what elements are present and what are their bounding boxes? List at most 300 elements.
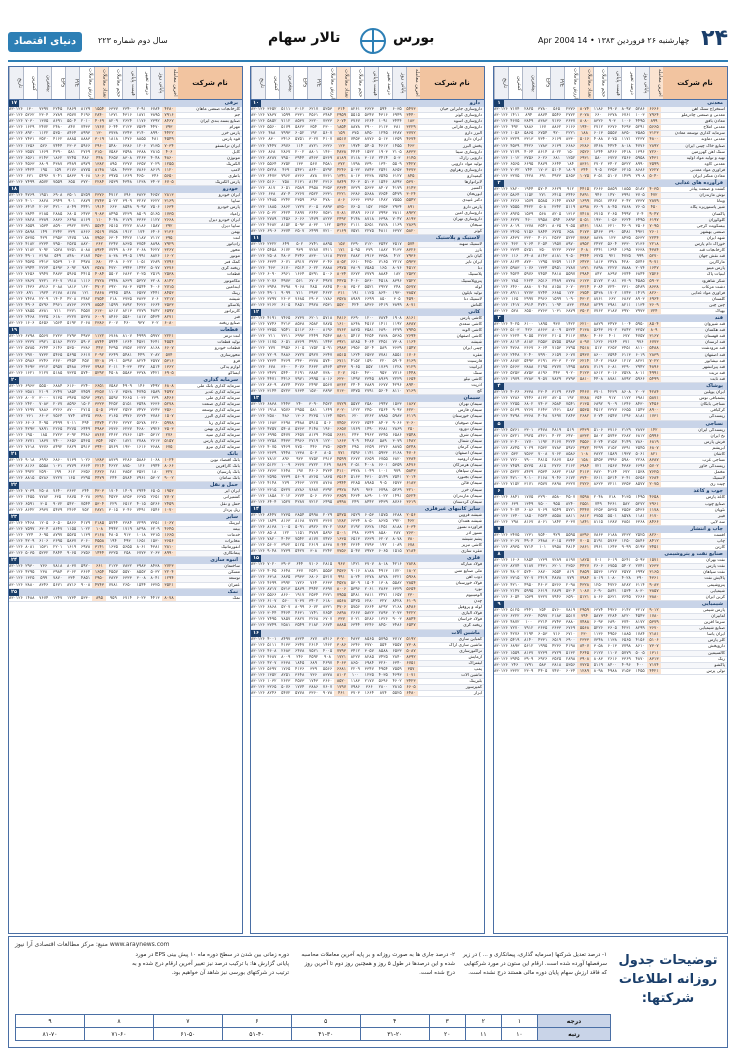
cell-value: ۸۳۰۱۲۶ xyxy=(8,551,23,557)
cell-value: ۶۳۷۲ xyxy=(392,228,402,234)
company-name: لبنیات پاک xyxy=(706,272,725,278)
cell-value: ۲۲۶۳ xyxy=(136,155,146,161)
cell-value: ۸۳۰۱۲۶ xyxy=(493,532,508,538)
cell-value: ۱۶۵۴ xyxy=(404,377,418,382)
cell-value: ۱۸۱۳ xyxy=(66,284,77,290)
cell-value: ۸۳۰۱۲۶ xyxy=(493,638,508,644)
cell-value: ۲۷۴۱ xyxy=(635,564,645,570)
cell-value: ۸۳۰۱۲۶ xyxy=(8,358,23,364)
cell-value: ۴۰۶۹ xyxy=(92,119,106,124)
website-link[interactable]: www.araynews.com xyxy=(109,941,170,948)
column-header: P/E xyxy=(307,67,321,99)
cell-value: ۱۲۲۸ xyxy=(392,364,402,370)
cell-value: ۴۶۳۲ xyxy=(308,364,319,370)
sector-title: سرمایه گذاری xyxy=(203,376,238,383)
cell-value: ۴۶۲۲ xyxy=(322,290,333,296)
cell-value: ۸۹۲۰ xyxy=(25,131,35,137)
cell-value: ۸۴۵۳ xyxy=(162,291,176,296)
cell-value: ۱۸۸ xyxy=(82,235,89,241)
company-name: فرآوری مواد معدنی xyxy=(690,167,725,173)
cell-value: ۲۹۰۰ xyxy=(364,125,374,131)
cell-value: ۶۲۷۶ xyxy=(378,444,388,450)
cell-value: ۴۹۲۲ xyxy=(25,470,35,476)
cell-value: ۴۵۰۷ xyxy=(565,495,576,501)
cell-value: ۶۹۶۳ xyxy=(25,383,35,389)
company-name: دشت مرغاب xyxy=(701,284,725,290)
cell-value: ۱۰۶۷ xyxy=(162,521,176,526)
cell-value: ۱۵۳۹ xyxy=(524,211,534,217)
cell-value: ۶۷۶۸ xyxy=(108,334,118,340)
cell-value: ۱۵۷۰ xyxy=(308,389,319,395)
cell-value: ۱۳۶۴ xyxy=(122,340,132,346)
cell-value: ۱۱۴ xyxy=(296,143,304,149)
cell-value: ۸۲۵۱ xyxy=(281,673,291,679)
cell-value: ۴۰۸ xyxy=(577,248,591,253)
cell-value: ۷۳۶ xyxy=(310,673,318,679)
cell-value: ۸۳۰۱۲۶ xyxy=(8,489,23,495)
column-header: کمترین xyxy=(265,67,279,99)
cell-value: ۳۳۷۸ xyxy=(136,370,146,376)
cell-value: ۷۰۳۷ xyxy=(295,599,305,605)
cell-value: ۷۳۵۱ xyxy=(66,248,77,254)
cell-value: ۴۶۳ xyxy=(404,144,418,149)
cell-value: ۸۳۰۱۲۶ xyxy=(493,370,508,376)
cell-value: ۸۳۰۱۲۶ xyxy=(250,444,265,450)
company-name: بیسکویت گرجی xyxy=(696,223,725,229)
cell-value: ۸۳۰۱۲۶ xyxy=(250,216,265,222)
cell-value: ۳۳۹ xyxy=(68,229,76,235)
cell-value: ۶۴۷۰ xyxy=(565,433,576,439)
company-name: شیمیایی xyxy=(710,588,725,594)
cell-value: ۲۵۳۴ xyxy=(308,592,319,598)
cell-value: ۷۴۲۱ xyxy=(150,370,160,376)
cell-value: ۸۳۰۱۲۶ xyxy=(250,673,265,679)
cell-value: ۳۳۲۳ xyxy=(92,402,106,407)
cell-value: ۷۰۹۵ xyxy=(647,224,661,229)
cell-value: ۱۳۳۸ xyxy=(295,450,305,456)
cell-value: ۴۰۷۴ xyxy=(510,507,520,513)
cell-value: ۵۰۱۶ xyxy=(577,137,591,142)
sector-header xyxy=(9,451,242,458)
cell-value: ۳۳۵۵ xyxy=(267,328,277,334)
cell-value: ۷۴۷۶ xyxy=(322,537,333,543)
cell-value: ۷۷۷۹ xyxy=(364,272,374,278)
cell-value: ۵۰۳۲ xyxy=(350,167,360,173)
cell-value: ۵۱۰۶ xyxy=(647,638,661,643)
cell-value: ۴۰۸۴ xyxy=(92,272,106,277)
cell-value: ۴۶۰۹ xyxy=(621,223,631,229)
column-header: قیمت پایانی xyxy=(607,67,621,99)
cell-value: ۵۹۸۳ xyxy=(565,340,576,346)
cell-value: ۵۹۶۶ xyxy=(635,376,645,382)
cell-value: ۲۲۶۸ xyxy=(635,457,645,463)
cell-value: ۵۱۱۱ xyxy=(281,107,291,112)
cell-value: ۸۳۰۱۲۶ xyxy=(493,626,508,632)
company-name: لاستیک xyxy=(712,476,725,482)
cell-value: ۶۱۲۷ xyxy=(593,650,603,656)
cell-value: ۷۷۱ xyxy=(334,451,348,456)
cell-value: ۱۵۹۹ xyxy=(551,296,562,302)
cell-value: ۶۵۳۳ xyxy=(392,648,402,654)
cell-value: ۳۶۱۹ xyxy=(404,500,418,505)
cell-value: ۸۸۸۵ xyxy=(334,623,348,628)
company-name: شیشه xyxy=(228,296,240,302)
cell-value: ۲۹۸ xyxy=(351,531,359,537)
cell-value: ۸۳۰۱۲۶ xyxy=(250,328,265,334)
cell-value: ۴۰۶۳ xyxy=(334,661,348,666)
page-number: ۲۴ xyxy=(701,26,728,51)
cell-value: ۲۷۱ xyxy=(539,193,547,199)
cell-value: ۸۳۰۱۲۶ xyxy=(250,161,265,167)
cell-value: ۵۱۸۶ xyxy=(53,340,63,346)
cell-value: ۵۴۵۳ xyxy=(593,457,603,463)
sector-index: ۵ xyxy=(494,421,504,428)
cell-value: ۷۹۲۹ xyxy=(162,242,176,247)
cell-value: ۶۲۱۰ xyxy=(577,322,591,327)
cell-value: ۱۶۵۴ xyxy=(92,570,106,575)
cell-value: ۲۸۶۷ xyxy=(281,149,291,155)
cell-value: ۲۴۱۹ xyxy=(538,576,548,582)
cell-value: ۲۹۸ xyxy=(511,519,519,525)
cell-value: ۷۵۳۹ xyxy=(53,260,63,266)
cell-value: ۷۶۰۵ xyxy=(350,204,360,210)
cell-value: ۶۷۰۲ xyxy=(607,328,617,334)
cell-value: ۳۶۷۰ xyxy=(53,358,63,364)
cell-value: ۸۳۸۱ xyxy=(39,309,49,314)
company-name: ابوریحان xyxy=(466,192,482,198)
cell-value: ۷۲۶۰ xyxy=(647,150,661,155)
cell-value: ۸۳۰۱۲۶ xyxy=(8,340,23,346)
cell-value: ۸۳۰۱۲۶ xyxy=(493,570,508,576)
cell-value: ۴۲۹۶ xyxy=(392,383,402,389)
cell-value: ۸۳۰۱۲۶ xyxy=(493,414,508,420)
cell-value: ۵۷۶۹ xyxy=(108,444,118,450)
cell-value: ۴۶۲ xyxy=(404,519,418,524)
cell-value: ۲۰۶۸ xyxy=(80,321,91,327)
cell-value: ۳۰۶۲ xyxy=(66,570,77,576)
cell-value: ۶۳۷۴ xyxy=(281,228,291,234)
cell-value: ۳۶۲۲ xyxy=(150,199,160,205)
cell-value: ۲۹۵ xyxy=(351,444,359,450)
cell-value: ۳۲۱۷ xyxy=(635,607,645,613)
cell-value: ۶۷۵۴ xyxy=(577,291,591,296)
cell-value: ۱۸۱۸ xyxy=(108,137,118,143)
cell-value: ۳۳۸۶ xyxy=(80,346,91,352)
cell-value: ۲۸۴۰ xyxy=(92,113,106,118)
cell-value: ۱۱۴۱ xyxy=(364,450,374,456)
cell-value: ۳۸۹۹ xyxy=(392,302,402,308)
cell-value: ۱۵۷۹ xyxy=(524,199,534,205)
cell-value: ۸۴۱۶ xyxy=(322,636,333,642)
cell-value: ۸۹۹۰ xyxy=(150,131,160,137)
cell-value: ۴۵۹۰ xyxy=(404,297,418,302)
cell-value: ۳۲۸۳ xyxy=(524,376,534,382)
cell-value: ۶۷۵۲ xyxy=(281,161,291,167)
cell-value: ۵۱۷ xyxy=(594,346,602,352)
cell-value: ۳۷۳۴ xyxy=(510,248,520,254)
cell-value: ۶۱۰۹ xyxy=(404,599,418,604)
cell-value: ۳۷۵۴ xyxy=(136,241,146,247)
cell-value: ۳۹۸۱ xyxy=(607,302,617,308)
company-name: معادن بافق xyxy=(704,119,725,125)
cell-value: ۴۹۲۷ xyxy=(322,278,333,284)
cell-value: ۱۲۰۵ xyxy=(39,520,49,526)
cell-value: ۷۶۵۹ xyxy=(364,457,374,463)
cell-value: ۶۰۴۴ xyxy=(108,125,118,131)
sector-title: سایر xyxy=(226,513,238,520)
cell-value: ۷۸۸۶ xyxy=(39,408,49,414)
cell-value: ۷۴۲۵ xyxy=(378,654,388,660)
cell-value: ۸۲۷۱ xyxy=(162,315,176,320)
cell-value: ۱۲۲۲ xyxy=(350,408,360,414)
cell-value: ۶۳۷۴ xyxy=(593,607,603,613)
cell-value: ۷۹۷۳ xyxy=(635,309,645,314)
cell-value: ۲۵۹۵ xyxy=(267,475,277,481)
company-name: پارس خودرو xyxy=(217,205,240,211)
cell-value: ۷۹۱۲ xyxy=(524,626,534,632)
cell-value: ۱۹۹۵ xyxy=(538,644,548,650)
cell-value: ۷۹۶۴ xyxy=(647,113,661,118)
cell-value: ۵۱۷۹ xyxy=(281,125,291,131)
cell-value: ۶۳۲۵ xyxy=(150,582,160,588)
cell-value: ۱۰۸۹ xyxy=(392,543,402,549)
cell-value: ۶۷۹۸ xyxy=(378,487,388,493)
cell-value: ۶۹۷۵ xyxy=(334,266,348,271)
company-name: سیمان ارومیه xyxy=(457,457,482,463)
cell-value: ۳۴۸۸ xyxy=(295,420,305,426)
company-name: شیشه قزوین xyxy=(458,512,482,518)
cell-value: ۳۵۴ xyxy=(310,125,318,131)
column-header: P/E xyxy=(550,67,564,99)
cell-value: ۱۵۸ xyxy=(109,167,117,173)
cell-value: ۱۷۶۷ xyxy=(92,125,106,130)
cell-value: ۴۶۹۳ xyxy=(621,125,631,131)
cell-value: ۴۱۵۶ xyxy=(635,638,645,644)
cell-value: ۱۷۸۱ xyxy=(593,223,603,229)
cell-value: ۷۶۱۱ xyxy=(593,476,603,482)
cell-value: ۷۹۸۷ xyxy=(92,365,106,370)
cell-value: ۶۰۱۳ xyxy=(593,131,603,137)
cell-value: ۱۲۸۲ xyxy=(334,525,348,530)
cell-value: ۲۷۹ xyxy=(282,481,290,487)
cell-value: ۸۰۳۲ xyxy=(308,222,319,228)
cell-value: ۴۱۹۱ xyxy=(267,316,277,321)
cell-value: ۴۲۳۶ xyxy=(551,644,562,650)
company-name: بارز xyxy=(475,248,482,254)
cell-value: ۳۱۴۱ xyxy=(92,545,106,550)
company-name: قطعات xyxy=(226,272,240,278)
cell-value: ۹۰۷۸ xyxy=(322,691,333,697)
footer-note-1: ۱- درصد تعدیل شرکتها (سرمایه گذاری، پیمانکاری و ... ) در زیر سرفصلها آورده شده است. ارقام این ستون در مورد شرکتهایی که فاقد ارزش سهام پایان دوره مالی هستند درج نشده است. xyxy=(462,952,607,976)
cell-value: ۸۱۸۲ xyxy=(524,340,534,346)
company-name: کاشی پارس xyxy=(460,316,482,321)
cell-value: ۱۵۰۲ xyxy=(80,402,91,408)
company-name: رادیاتور xyxy=(226,241,240,247)
cell-value: ۲۰۰۳ xyxy=(635,390,645,396)
cell-value: ۳۷۱۷ xyxy=(392,636,402,642)
cell-value: ۳۷۳۵ xyxy=(122,296,132,302)
cell-value: ۸۳۰۱۲۶ xyxy=(493,193,508,199)
cell-value: ۲۷۲۳ xyxy=(162,564,176,569)
cell-value: ۴۰۹۶ xyxy=(621,662,631,668)
column-header: تاریخ xyxy=(251,67,265,99)
cell-value: ۶۴۶۳ xyxy=(295,481,305,487)
cell-value: ۱۹۴۴ xyxy=(524,187,534,193)
cell-value: ۳۹۲۸ xyxy=(350,469,360,475)
cell-value: ۲۱۹۱ xyxy=(295,370,305,376)
table-cell: ۸۱-۷۰ xyxy=(16,1028,85,1041)
cell-value: ۳۹۶۱ xyxy=(647,502,661,507)
cell-value: ۵۳۷۵ xyxy=(25,235,35,241)
cell-value: ۲۹۲۷ xyxy=(378,284,388,290)
cell-value: ۶۹۱ xyxy=(539,174,547,180)
cell-value: ۱۹۱۴ xyxy=(92,205,106,210)
company-name: بهپاک xyxy=(715,309,725,314)
table-cell: ۷ xyxy=(153,1015,222,1028)
cell-value: ۵۰۵۱ xyxy=(577,218,591,223)
company-name: معدنی و صنعتی چادرملو xyxy=(681,113,725,119)
cell-value: ۶۵۵۴ xyxy=(551,570,562,576)
company-name: پخش البرز xyxy=(462,143,482,149)
cell-value: ۹۰۵ xyxy=(594,167,602,173)
cell-value: ۷۸۵۵ xyxy=(25,309,35,314)
cell-value: ۵۲۴۸ xyxy=(404,445,418,450)
cell-value: ۸۱۱۴ xyxy=(510,340,520,346)
cell-value: ۳۵۰۲ xyxy=(350,284,360,290)
cell-value: ۵۴۷۵ xyxy=(334,513,348,518)
table-cell: ۶۱-۵۰ xyxy=(153,1028,222,1041)
cell-value: ۱۶۹۹ xyxy=(577,199,591,204)
cell-value: ۳۳۶۹ xyxy=(621,656,631,662)
cell-value: ۲۷۳۵ xyxy=(281,512,291,518)
cell-value: ۱۰۰۶ xyxy=(621,119,631,125)
cell-value: ۳۹۴۵ xyxy=(108,290,118,296)
cell-value: ۲۵۸۱ xyxy=(281,623,291,629)
cell-value: ۶۳۸ xyxy=(268,192,276,198)
cell-value: ۲۱۱۱ xyxy=(350,222,360,228)
cell-value: ۷۵۹۷ xyxy=(25,526,35,532)
cell-value: ۸۳۰۱۲۶ xyxy=(8,444,23,450)
cell-value: ۷۶۲۷ xyxy=(647,168,661,173)
cell-value: ۳۶۰۵ xyxy=(607,626,617,632)
company-name: شیشه xyxy=(470,340,482,346)
cell-value: ۹۰۹ xyxy=(351,438,359,444)
cell-value: ۷۲۱۲ xyxy=(308,499,319,505)
cell-value: ۷۲۴۴ xyxy=(538,290,548,296)
cell-value: ۲۱۲۳ xyxy=(108,564,118,570)
cell-value: ۴۰۷۶ xyxy=(295,364,305,370)
cell-value: ۷۰۳۰ xyxy=(25,119,35,125)
cell-value: ۷۳۶ xyxy=(40,564,48,570)
cell-value: ۴۲۰۸ xyxy=(66,296,77,302)
cell-value: ۳۶۹۸ xyxy=(281,420,291,426)
cell-value: ۷۸۲۹ xyxy=(551,376,562,382)
cell-value: ۶۶۲ xyxy=(608,296,616,302)
cell-value: ۸۳۰۱۲۶ xyxy=(493,328,508,334)
cell-value: ۵۳۲۷ xyxy=(136,278,146,284)
cell-value: ۶۱۷۰ xyxy=(281,266,291,272)
cell-value: ۲۲۴۵ xyxy=(53,107,63,112)
cell-value: ۴۸۵۱ xyxy=(295,302,305,308)
cell-value: ۳۳۵۸ xyxy=(378,254,388,260)
cell-value: ۷۵۲۱ xyxy=(308,648,319,654)
cell-value: ۱۴۱۱ xyxy=(510,113,520,119)
cell-value: ۱۹۵ xyxy=(40,167,48,173)
cell-value: ۳۸۲۷ xyxy=(295,617,305,623)
cell-value: ۱۱۳۴ xyxy=(635,302,645,308)
cell-value: ۶۲۱۵ xyxy=(621,167,631,173)
cell-value: ۷۷۲۹ xyxy=(334,402,348,407)
cell-value: ۸۹۷۹ xyxy=(80,161,91,167)
cell-value: ۸۶۰۸ xyxy=(621,390,631,396)
cell-value: ۳۸۶۷ xyxy=(25,278,35,284)
cell-value: ۷۲۷۰ xyxy=(510,626,520,632)
cell-value: ۳۶۲۳ xyxy=(364,107,374,112)
cell-value: ۷۵۸۵ xyxy=(364,266,374,272)
newspaper-logo: دنیای اقتصاد xyxy=(8,32,82,52)
cell-value: ۵۹۵۰ xyxy=(635,322,645,328)
cell-value: ۱۱۸۱ xyxy=(635,513,645,519)
cell-value: ۸۳۸۳ xyxy=(538,119,548,125)
cell-value: ۲۱۸۳ xyxy=(551,613,562,619)
cell-value: ۸۳۰۱۲۶ xyxy=(250,370,265,376)
cell-value: ۲۸۸۵ xyxy=(53,211,63,217)
cell-value: ۳۴۳۰ xyxy=(295,358,305,364)
cell-value: ۷۲۸۶ xyxy=(510,396,520,402)
sector-header xyxy=(9,557,242,564)
cell-value: ۷۱۱۸ xyxy=(350,155,360,161)
cell-value: ۱۹۱ xyxy=(351,290,359,296)
cell-value: ۶۵۰۵ xyxy=(150,489,160,495)
cell-value: ۷۷۵۶ xyxy=(334,549,348,554)
column-header-company: نام شرکت xyxy=(178,67,242,99)
cell-value: ۴۳۰۲ xyxy=(577,297,591,302)
cell-value: ۶۵۹۷ xyxy=(162,309,176,314)
cell-value: ۴۱۹۸ xyxy=(565,644,576,650)
cell-value: ۴۶۹۷ xyxy=(322,660,333,666)
cell-value: ۴۹۵۴ xyxy=(378,666,388,672)
cell-value: ۱۳۷۱ xyxy=(577,266,591,271)
cell-value: ۲۰۱۰ xyxy=(80,119,91,125)
cell-value: ۳۹۴۳ xyxy=(122,266,132,272)
cell-value: ۵۵۰۹ xyxy=(392,161,402,167)
cell-value: ۳۷۰۱ xyxy=(593,390,603,396)
cell-value: ۴۲۱۰ xyxy=(53,205,63,211)
company-name: توسعه xyxy=(228,576,240,582)
cell-value: ۹۵۵ xyxy=(553,501,561,507)
cell-value: ۳۶۹۵ xyxy=(53,539,63,544)
cell-value: ۷۴۷۳ xyxy=(136,408,146,414)
cell-value: ۵۴۲۵ xyxy=(350,599,360,605)
cell-value: ۲۷۱۵ xyxy=(162,285,176,290)
cell-value: ۲۴۸۵ xyxy=(267,198,277,204)
cell-value: ۲۰۶۵ xyxy=(607,211,617,217)
cell-value: ۵۵۰۴ xyxy=(66,119,77,125)
cell-value: ۳۳۱۳ xyxy=(524,137,534,143)
cell-value: ۲۰۰۲ xyxy=(295,149,305,155)
cell-value: ۳۴۱۶ xyxy=(281,137,291,143)
cell-value: ۶۶۹۸ xyxy=(66,217,77,223)
cell-value: ۸۱۷۸ xyxy=(66,290,77,296)
cell-value: ۳۳۴۷ xyxy=(364,666,374,672)
cell-value: ۳۸۸۰ xyxy=(647,595,661,600)
cell-value: ۵۰۶ xyxy=(324,420,331,426)
cell-value: ۷۱۶۹ xyxy=(404,389,418,394)
cell-value: ۴۹۵۸ xyxy=(308,186,319,192)
cell-value: ۸۰۱۱ xyxy=(635,370,645,376)
cell-value: ۲۱۹۵ xyxy=(538,364,548,370)
cell-value: ۹۰۵۷ xyxy=(538,376,548,382)
